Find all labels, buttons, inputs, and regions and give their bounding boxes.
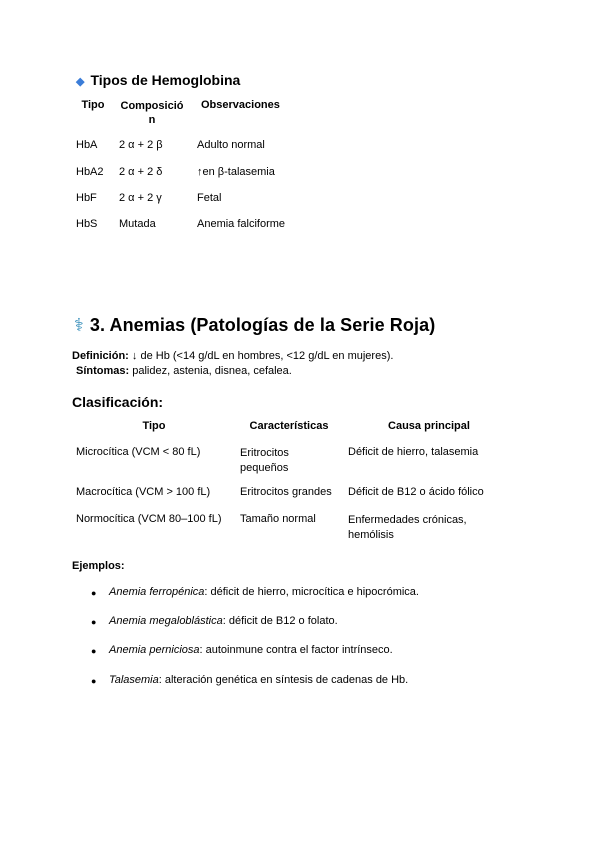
clasif-row-1-causa: Déficit de B12 o ácido fólico	[348, 486, 484, 498]
diamond-bullet-icon: ◆	[76, 76, 85, 88]
hb-header-tipo: Tipo	[81, 99, 105, 111]
ejemplo-item-0: Anemia ferropénica: déficit de hierro, microcítica e hipocrómica.	[109, 586, 419, 598]
clasif-row-2-carac: Tamaño normal	[240, 513, 316, 525]
ejemplo-item-1: Anemia megaloblástica: déficit de B12 o folato.	[109, 615, 338, 627]
hb-row-2-comp: 2 α + 2 γ	[119, 192, 162, 204]
sintomas-line: Síntomas: palidez, astenia, disnea, cefalea.	[76, 365, 292, 377]
clasif-row-0-causa: Déficit de hierro, talasemia	[348, 446, 479, 458]
hb-row-3-comp: Mutada	[119, 218, 156, 230]
hb-row-0-comp: 2 α + 2 β	[119, 139, 163, 151]
hb-row-2-tipo: HbF	[76, 192, 97, 204]
hb-row-3-tipo: HbS	[76, 218, 98, 230]
definicion-line: Definición: ↓ de Hb (<14 g/dL en hombres, <12 g/dL en mujeres).	[72, 350, 394, 362]
bullet-dot-icon: ●	[91, 646, 97, 656]
hb-row-2-obs: Fetal	[197, 192, 222, 204]
clasif-header-tipo: Tipo	[142, 420, 166, 432]
ejemplo-item-2: Anemia perniciosa: autoinmune contra el factor intrínseco.	[109, 644, 393, 656]
medical-symbol-icon: ⚕	[74, 315, 84, 335]
ejemplo-item-3: Talasemia: alteración genética en síntesis de cadenas de Hb.	[109, 674, 409, 686]
clasif-row-0-tipo: Microcítica (VCM < 80 fL)	[76, 446, 201, 458]
clasif-row-2-tipo: Normocítica (VCM 80–100 fL)	[76, 513, 222, 525]
clasif-header-causa: Causa principal	[388, 420, 470, 432]
hb-header-composicion: Composició n	[120, 100, 184, 126]
hb-row-1-tipo: HbA2	[76, 166, 104, 178]
clasif-row-1-tipo: Macrocítica (VCM > 100 fL)	[76, 486, 211, 498]
clasif-row-2-causa: Enfermedades crónicas, hemólisis	[348, 514, 467, 541]
clasificacion-title: Clasificación:	[72, 394, 164, 410]
bullet-dot-icon: ●	[91, 617, 97, 627]
hb-row-3-obs: Anemia falciforme	[197, 218, 286, 230]
hb-header-observaciones: Observaciones	[201, 99, 280, 111]
hb-row-0-tipo: HbA	[76, 139, 98, 151]
clasif-header-caracteristicas: Características	[249, 420, 329, 432]
ejemplos-title: Ejemplos:	[72, 560, 125, 572]
anemias-title: ⚕ 3. Anemias (Patologías de la Serie Roja)	[74, 315, 436, 335]
bullet-dot-icon: ●	[91, 676, 97, 686]
hb-row-0-obs: Adulto normal	[197, 139, 265, 151]
hb-section-title: ◆ Tipos de Hemoglobina	[76, 72, 241, 88]
clasif-row-1-carac: Eritrocitos grandes	[240, 486, 332, 498]
hb-row-1-comp: 2 α + 2 δ	[119, 166, 163, 178]
bullet-dot-icon: ●	[91, 588, 97, 598]
clasif-row-0-carac: Eritrocitos pequeños	[240, 447, 289, 474]
hb-row-1-obs: ↑en β-talasemia	[197, 166, 275, 178]
